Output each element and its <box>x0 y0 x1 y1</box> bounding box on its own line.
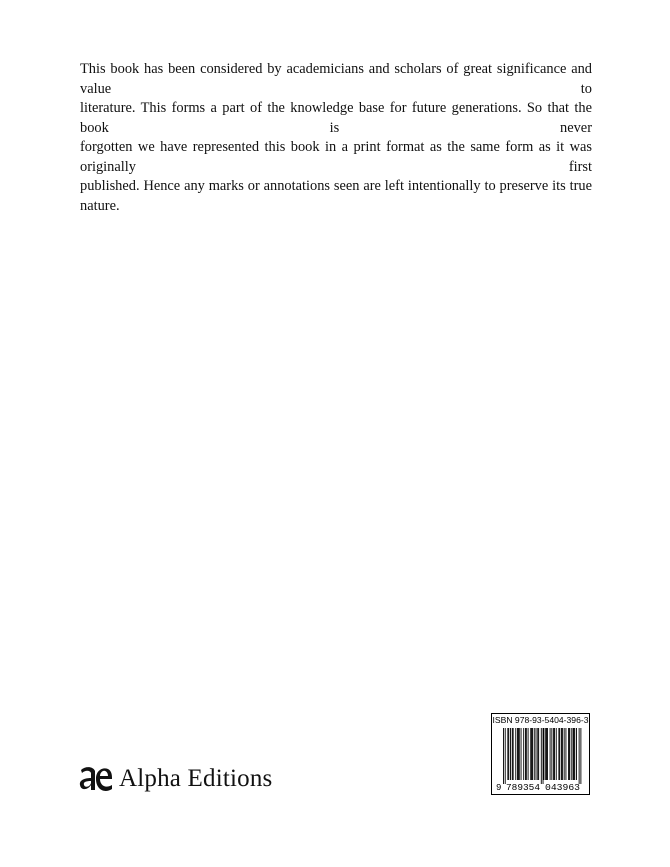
barcode-bar <box>518 728 519 780</box>
barcode-bar <box>568 728 569 780</box>
barcode-bar <box>523 728 524 780</box>
barcode-bar <box>541 728 542 784</box>
barcode-digits-right: 043963 <box>545 783 580 792</box>
barcode-bar <box>562 728 563 780</box>
barcode-bar <box>580 728 581 784</box>
barcode-bar <box>574 728 575 780</box>
barcode-bar <box>543 728 544 780</box>
back-cover-blurb <box>80 60 592 216</box>
blurb-line: literature. This forms a part of the knowledge base for future generations. So that the book is never <box>80 100 592 136</box>
barcode-bar <box>546 728 547 780</box>
barcode-bar <box>525 728 526 780</box>
barcode-bar <box>515 728 516 780</box>
barcode-bar <box>553 728 554 780</box>
barcode-digit-first: 9 <box>496 783 502 792</box>
blurb-line: published. Hence any marks or annotations seen are left intentionally to preserve its true nature. <box>80 178 592 214</box>
barcode-bar <box>547 728 548 780</box>
barcode-bar <box>538 728 539 780</box>
barcode-bar <box>556 728 557 780</box>
barcode-bar <box>579 728 580 784</box>
barcode-bar <box>558 728 559 780</box>
barcode-bar <box>508 728 509 780</box>
publisher-logo <box>79 764 272 794</box>
isbn-label: ISBN 978-93-5404-396-3 <box>492 715 589 725</box>
barcode-bar <box>573 728 574 780</box>
barcode-bar <box>569 728 570 780</box>
barcode-bar <box>550 728 551 780</box>
barcode-bar <box>543 728 544 784</box>
barcode <box>495 728 586 792</box>
blurb-line: forgotten we have represented this book in a print format as the same form as it was originally first <box>80 139 592 175</box>
barcode-bar <box>545 728 546 780</box>
barcode-bar <box>537 728 538 780</box>
ae-ligature-logo-icon <box>79 764 113 794</box>
barcode-bar <box>513 728 514 780</box>
barcode-bar <box>561 728 562 780</box>
publisher-name: Alpha Editions <box>119 765 273 792</box>
barcode-bar <box>565 728 566 780</box>
barcode-bar <box>531 728 532 780</box>
barcode-bar <box>530 728 531 780</box>
barcode-bar <box>505 728 506 784</box>
barcode-bar <box>576 728 577 780</box>
blurb-line: This book has been considered by academicians and scholars of great significance and value to <box>80 61 592 97</box>
barcode-bar <box>510 728 511 780</box>
barcode-bar <box>532 728 533 780</box>
barcode-bar <box>571 728 572 780</box>
barcode-bar <box>512 728 513 780</box>
isbn-barcode-box <box>491 713 590 795</box>
barcode-bar <box>507 728 508 780</box>
barcode-bar <box>503 728 504 784</box>
barcode-bar <box>559 728 560 780</box>
barcode-digits-left: 789354 <box>506 783 540 792</box>
barcode-bar <box>564 728 565 780</box>
barcode-bar <box>528 728 529 780</box>
barcode-bar <box>551 728 552 780</box>
barcode-bar <box>554 728 555 780</box>
barcode-bar <box>521 728 522 780</box>
barcode-bar <box>517 728 518 780</box>
barcode-bar <box>526 728 527 780</box>
barcode-bar <box>534 728 535 780</box>
barcode-bar <box>536 728 537 780</box>
barcode-bar <box>519 728 520 780</box>
barcode-bar <box>573 728 574 780</box>
